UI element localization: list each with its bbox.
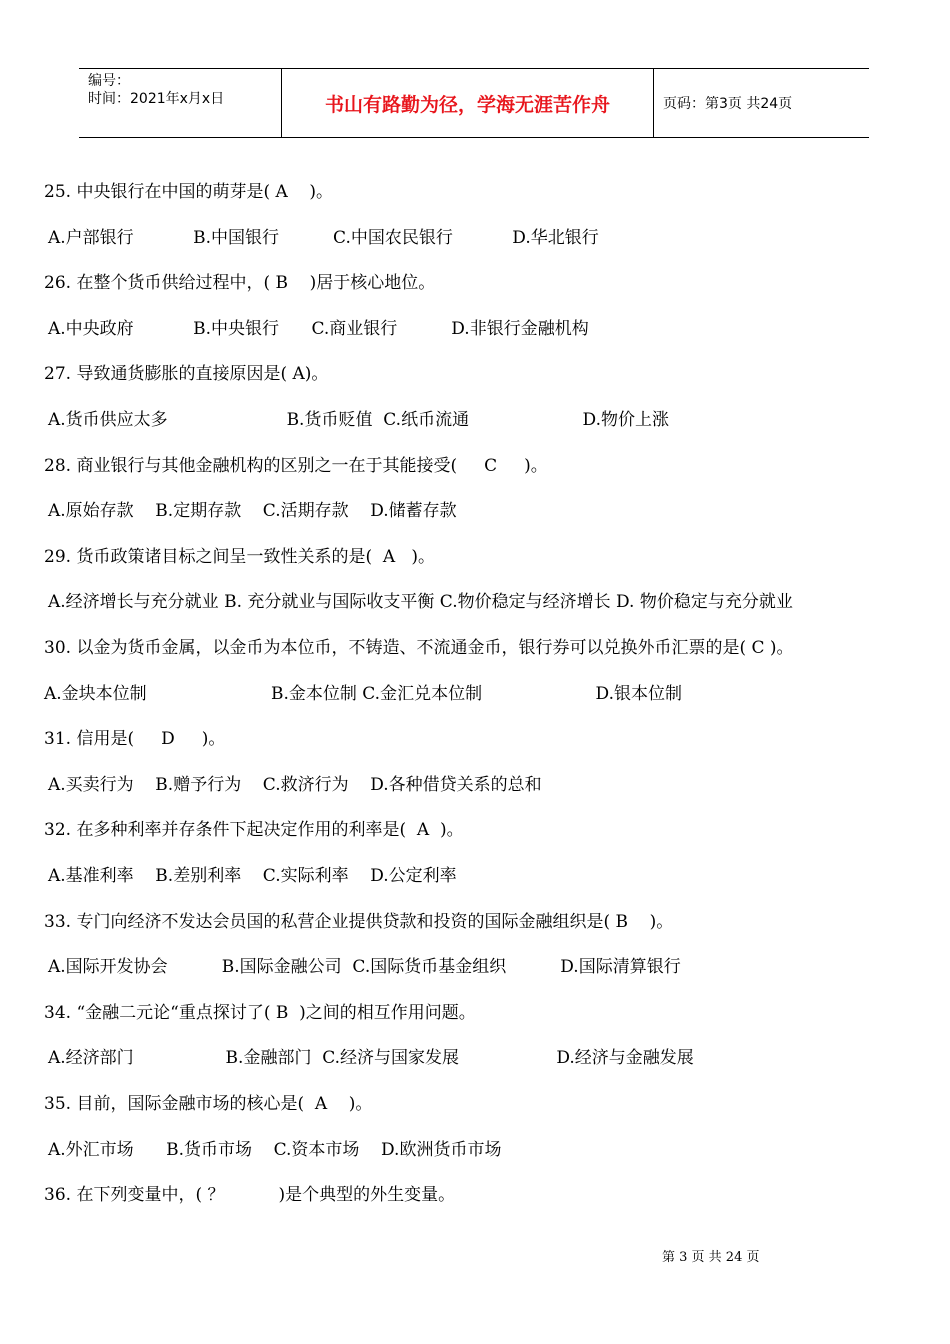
answer-options: A.原始存款 B.定期存款 C.活期存款 D.储蓄存款 [48, 501, 457, 521]
document-time-label: 时间：2021年x月x日 [88, 91, 225, 107]
question-text: 28. 商业银行与其他金融机构的区别之一在于其能接受( C )。 [44, 456, 548, 476]
answer-options: A.中央政府 B.中央银行 C.商业银行 D.非银行金融机构 [48, 319, 589, 339]
answer-options: A.经济部门 B.金融部门 C.经济与国家发展 D.经济与金融发展 [48, 1048, 694, 1068]
question-text: 29. 货币政策诸目标之间呈一致性关系的是( A )。 [44, 547, 435, 567]
question-text: 30. 以金为货币金属，以金币为本位币，不铸造、不流通金币，银行券可以兑换外币汇票的是( C )。 [44, 638, 794, 658]
page-header [79, 68, 869, 138]
page-footer: 第 3 页 共 24 页 [662, 1250, 760, 1265]
question-text: A.金块本位制 B.金本位制 C.金汇兑本位制 D.银本位制 [44, 684, 682, 704]
header-left-cell [79, 69, 282, 137]
answer-options: A.经济增长与充分就业 B. 充分就业与国际收支平衡 C.物价稳定与经济增长 D. 物价稳定与充分就业 [48, 592, 793, 612]
question-text: 36. 在下列变量中，( ？ )是个典型的外生变量。 [44, 1185, 456, 1205]
question-text: 26. 在整个货币供给过程中，( B )居于核心地位。 [44, 273, 436, 293]
answer-options: A.货币供应太多 B.货币贬值 C.纸币流通 D.物价上涨 [48, 410, 669, 430]
answer-options: A.国际开发协会 B.国际金融公司 C.国际货币基金组织 D.国际清算银行 [48, 957, 681, 977]
answer-options: A.买卖行为 B.赠予行为 C.救济行为 D.各种借贷关系的总和 [48, 775, 542, 795]
document-number-label: 编号： [88, 73, 130, 89]
answer-options: A.外汇市场 B.货币市场 C.资本市场 D.欧洲货币市场 [48, 1140, 502, 1160]
question-text: 25. 中央银行在中国的萌芽是( A )。 [44, 182, 333, 202]
question-text: 31. 信用是( D )。 [44, 729, 226, 749]
question-text: 34. “金融二元论“重点探讨了( B )之间的相互作用问题。 [44, 1003, 476, 1023]
question-text: 32. 在多种利率并存条件下起决定作用的利率是( A )。 [44, 820, 464, 840]
question-text: 35. 目前，国际金融市场的核心是( A )。 [44, 1094, 373, 1114]
header-page-info: 页码：第3页 共24页 [663, 96, 793, 112]
answer-options: A.户部银行 B.中国银行 C.中国农民银行 D.华北银行 [48, 228, 599, 248]
answer-options: A.基准利率 B.差别利率 C.实际利率 D.公定利率 [48, 866, 457, 886]
question-text: 33. 专门向经济不发达会员国的私营企业提供贷款和投资的国际金融组织是( B )。 [44, 912, 674, 932]
question-text: 27. 导致通货膨胀的直接原因是( A)。 [44, 364, 329, 384]
header-motto: 书山有路勤为径，学海无涯苦作舟 [282, 69, 654, 137]
